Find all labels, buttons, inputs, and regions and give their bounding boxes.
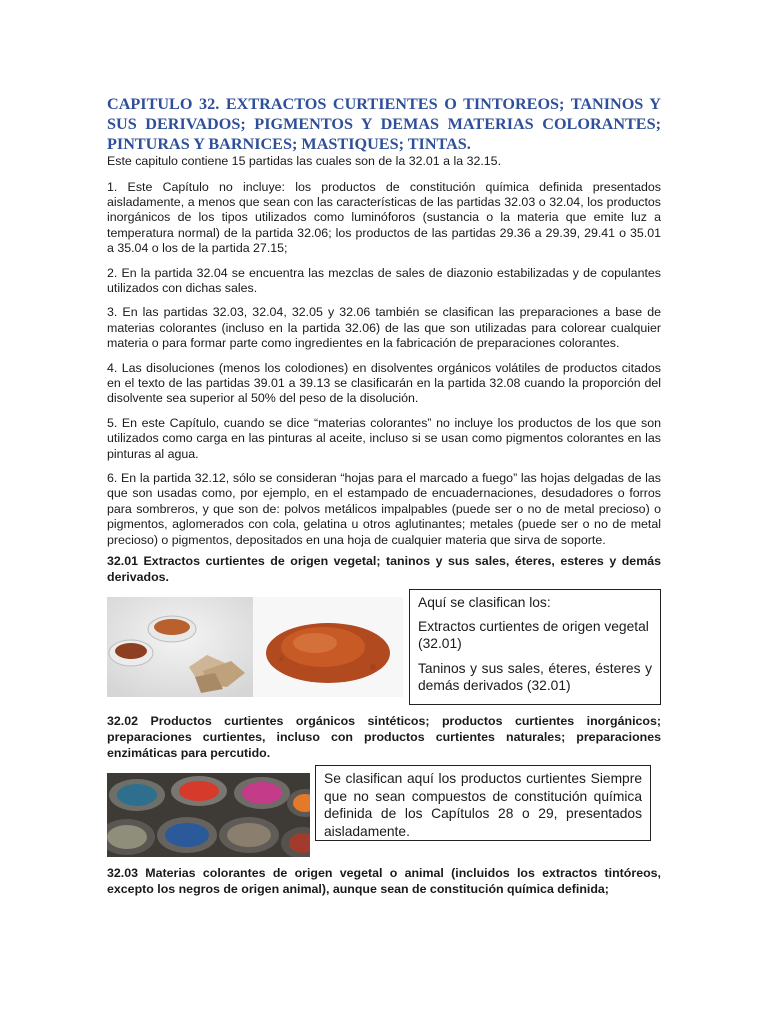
box-3201-line-2: Extractos curtientes de origen vegetal (32.01) [418, 618, 649, 652]
note-2: 2. En la partida 32.04 se encuentra las mezclas de sales de diazonio estabilizadas y de copulantes utilizados con dichas sales. [107, 265, 661, 295]
note-3: 3. En las partidas 32.03, 32.04, 32.05 y 32.06 también se clasifican las preparaciones a base de materias colorantes (incluso en la partida 32.06) de las que son utilizadas para colorear cualquier materia o para formar parte como ingredientes en la fabricación de preparaciones colorantes. [107, 305, 661, 351]
classification-box-3201 [409, 589, 661, 705]
dye-pots-photo [107, 773, 310, 857]
note-6: 6. En la partida 32.12, sólo se consideran “hojas para el marcado a fuego” las hojas delgadas de las que son usadas como, por ejemplo, en el estampado de encuadernaciones, desudadores o forros para sombreros, y que son de: polvos metálicos impalpables (puede ser o no de metal precioso) o pigmentos, aglomerados con cola, gelatina u otros aglutinantes; metales (puede ser o no de metal precioso) o pigmentos, depositados en una hoja de cualquier materia que sirva de soporte. [107, 471, 661, 547]
box-3202-text: Se clasifican aquí los productos curtientes Siempre que no sean compuestos de constitución química definida de los Capítulos 28 o 29, presentados aisladamente. [324, 771, 642, 839]
red-powder-photo [253, 597, 403, 697]
box-3201-line-1: Aquí se clasifican los: [418, 595, 551, 611]
heading-3201: 32.01 Extractos curtientes de origen vegetal; taninos y sus sales, éteres, esteres y demás derivados. [107, 554, 661, 585]
heading-3202: 32.02 Productos curtientes orgánicos sintéticos; productos curtientes inorgánicos; preparaciones curtientes, incluso con productos curtientes naturales; preparaciones enzimáticas para percutido. [107, 714, 661, 761]
note-1: 1. Este Capítulo no incluye: los productos de constitución química definida presentados aisladamente, a menos que sean con las características de las partidas 32.03 o 32.04, los productos inorgánicos de los tipos utilizados como luminóforos (sustancia o la materia que emite luz a temperatura normal) de la partida 32.06; los productos de las partidas 29.36 a 29.39, 29.41 o 35.01 a 35.04 o los de la partida 27.15; [107, 179, 661, 256]
note-4: 4. Las disoluciones (menos los colodiones) en disolventes orgánicos volátiles de productos citados en el texto de las partidas 39.01 a 39.13 se clasificarán en la partida 32.08 cuando la proporción del disolvente sea superior al 50% del peso de la disolución. [107, 360, 661, 406]
note-5: 5. En este Capítulo, cuando se dice “materias colorantes” no incluye los productos de los que son utilizados como carga en las pinturas al aceite, incluso si se usan como pigmentos colorantes en las pinturas al agua. [107, 415, 661, 461]
section-3202-row [107, 761, 661, 865]
chapter-title: CAPITULO 32. EXTRACTOS CURTIENTES O TINTOREOS; TANINOS Y SUS DERIVADOS; PIGMENTOS Y DEMAS MATERIAS COLORANTES; PINTURAS Y BARNICES; MASTIQUES; TINTAS. [107, 95, 661, 153]
section-3201-row [107, 585, 661, 707]
box-3201-line-3: Taninos y sus sales, éteres, ésteres y demás derivados (32.01) [418, 660, 652, 694]
intro-paragraph: Este capitulo contiene 15 partidas las cuales son de la 32.01 a la 32.15. [107, 154, 502, 168]
classification-box-3202 [315, 765, 651, 841]
document-page [107, 94, 661, 897]
tannin-powders-photo [107, 597, 253, 697]
heading-3203: 32.03 Materias colorantes de origen vegetal o animal (incluidos los extractos tintóreos, excepto los negros de origen animal), aunque sean de constitución química definida; [107, 866, 661, 897]
